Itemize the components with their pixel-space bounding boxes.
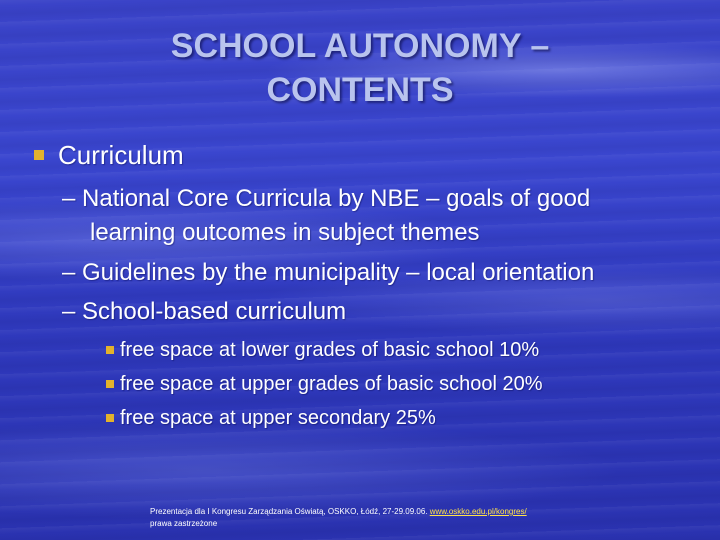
footer bbox=[150, 506, 630, 530]
subitem-school-based: – School-based curriculum bbox=[62, 298, 347, 325]
footer-link[interactable]: www.oskko.edu.pl/kongres/ bbox=[429, 507, 527, 516]
footer-text: Prezentacja dla I Kongresu Zarządzania Oświatą, OSKKO, Łódź, 27-29.09.06. bbox=[150, 507, 428, 516]
subsubitem-upper-secondary: free space at upper secondary 25% bbox=[120, 407, 436, 429]
slide-title bbox=[0, 24, 720, 112]
title-line-2: CONTENTS bbox=[266, 71, 454, 109]
bullet-square-icon bbox=[106, 380, 114, 388]
subitem-national-core-cont: learning outcomes in subject themes bbox=[90, 219, 480, 246]
subitem-national-core: – National Core Curricula by NBE – goals of good bbox=[62, 185, 591, 212]
subsubitem-upper-grades: free space at upper grades of basic school 20% bbox=[120, 373, 543, 395]
bullet-square-icon bbox=[106, 346, 114, 354]
bullet-curriculum: Curriculum bbox=[58, 140, 184, 170]
bullet-square-icon bbox=[34, 150, 44, 160]
subitem-guidelines: – Guidelines by the municipality – local orientation bbox=[62, 259, 595, 286]
subsubitem-lower-grades: free space at lower grades of basic school 10% bbox=[120, 339, 540, 361]
footer-rights: prawa zastrzeżone bbox=[150, 519, 218, 528]
bullet-square-icon bbox=[106, 414, 114, 422]
title-line-1: SCHOOL AUTONOMY – bbox=[170, 27, 550, 65]
